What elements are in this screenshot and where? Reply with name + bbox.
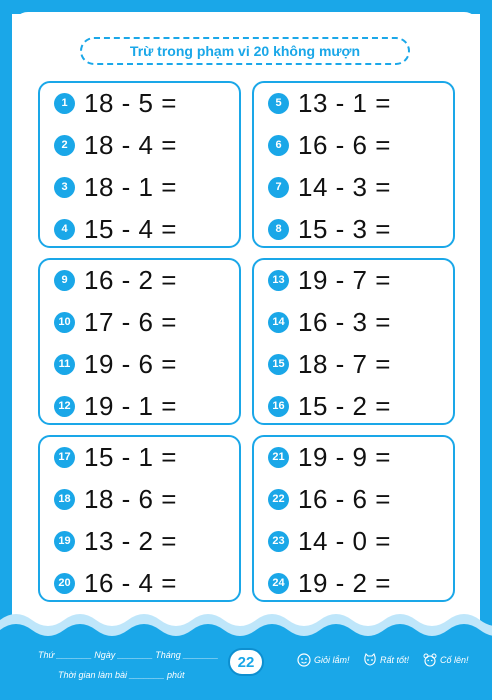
exercise-number: 14: [268, 312, 289, 333]
exercise-number: 16: [268, 396, 289, 417]
exercise-expression: 13 - 2 =: [84, 525, 177, 556]
exercise-number: 20: [54, 573, 75, 594]
rating-label: Giỏi lắm!: [314, 655, 350, 665]
exercise-number: 5: [268, 93, 289, 114]
exercise-number: 8: [268, 219, 289, 240]
exercise-number: 6: [268, 135, 289, 156]
exercise-item: [54, 302, 177, 342]
exercise-expression: 16 - 3 =: [298, 306, 391, 337]
exercise-number: 24: [268, 573, 289, 594]
exercise-expression: 16 - 6 =: [298, 129, 391, 160]
worksheet-title: Trừ trong phạm vi 20 không mượn: [80, 37, 410, 65]
left-border: [0, 0, 12, 640]
exercise-item: [54, 83, 177, 123]
bear-face-icon: [422, 652, 438, 668]
date-line: Thứ _______ Ngày _______ Tháng _______: [38, 650, 219, 660]
exercise-item: [268, 521, 391, 561]
exercise-expression: 15 - 3 =: [298, 213, 391, 244]
exercise-number: 9: [54, 270, 75, 291]
exercise-item: [268, 479, 391, 519]
exercise-item: [54, 344, 177, 384]
exercise-number: 19: [54, 531, 75, 552]
exercise-expression: 19 - 6 =: [84, 348, 177, 379]
exercise-expression: 14 - 0 =: [298, 525, 391, 556]
exercise-expression: 18 - 4 =: [84, 129, 177, 160]
exercise-item: [54, 125, 177, 165]
exercise-item: [268, 260, 391, 300]
exercise-expression: 18 - 6 =: [84, 483, 177, 514]
exercise-item: [54, 521, 177, 561]
exercise-number: 10: [54, 312, 75, 333]
exercise-number: 21: [268, 447, 289, 468]
exercise-item: [54, 563, 177, 603]
exercise-expression: 19 - 1 =: [84, 390, 177, 421]
exercise-number: 11: [54, 354, 75, 375]
exercise-expression: 19 - 7 =: [298, 264, 391, 295]
right-border: [480, 0, 492, 640]
rating-great: [296, 652, 350, 668]
exercise-box-5: [38, 435, 241, 602]
exercise-expression: 19 - 2 =: [298, 567, 391, 598]
exercise-item: [268, 437, 391, 477]
exercise-item: [54, 479, 177, 519]
exercise-expression: 18 - 7 =: [298, 348, 391, 379]
rating-try-harder: [422, 652, 469, 668]
exercise-box-6: [252, 435, 455, 602]
exercise-number: 13: [268, 270, 289, 291]
exercise-expression: 15 - 2 =: [298, 390, 391, 421]
exercise-expression: 16 - 4 =: [84, 567, 177, 598]
page-number: 22: [228, 648, 264, 676]
rating-very-good: [362, 652, 409, 668]
smiley-icon: [296, 652, 312, 668]
exercise-expression: 18 - 5 =: [84, 87, 177, 118]
exercise-item: [54, 437, 177, 477]
exercise-number: 17: [54, 447, 75, 468]
exercise-item: [54, 260, 177, 300]
exercise-number: 1: [54, 93, 75, 114]
exercise-item: [268, 563, 391, 603]
exercise-expression: 19 - 9 =: [298, 441, 391, 472]
exercise-expression: 13 - 1 =: [298, 87, 391, 118]
exercise-item: [268, 125, 391, 165]
exercise-expression: 16 - 2 =: [84, 264, 177, 295]
time-line: Thời gian làm bài _______ phút: [58, 670, 185, 680]
exercise-item: [268, 344, 391, 384]
exercise-number: 23: [268, 531, 289, 552]
exercise-number: 7: [268, 177, 289, 198]
exercise-box-1: [38, 81, 241, 248]
exercise-box-2: [252, 81, 455, 248]
exercise-expression: 18 - 1 =: [84, 171, 177, 202]
exercise-expression: 14 - 3 =: [298, 171, 391, 202]
exercise-number: 2: [54, 135, 75, 156]
exercise-box-4: [252, 258, 455, 425]
exercise-number: 12: [54, 396, 75, 417]
exercise-item: [268, 209, 391, 249]
exercise-expression: 15 - 4 =: [84, 213, 177, 244]
exercise-number: 4: [54, 219, 75, 240]
exercise-box-3: [38, 258, 241, 425]
exercise-item: [268, 83, 391, 123]
exercise-number: 3: [54, 177, 75, 198]
exercise-expression: 17 - 6 =: [84, 306, 177, 337]
exercise-number: 15: [268, 354, 289, 375]
exercise-expression: 15 - 1 =: [84, 441, 177, 472]
exercise-item: [268, 167, 391, 207]
exercise-number: 18: [54, 489, 75, 510]
rating-label: Cố lên!: [440, 655, 469, 665]
exercise-item: [54, 209, 177, 249]
exercise-item: [268, 386, 391, 426]
exercise-number: 22: [268, 489, 289, 510]
exercise-expression: 16 - 6 =: [298, 483, 391, 514]
exercise-item: [54, 386, 177, 426]
rating-label: Rất tốt!: [380, 655, 410, 665]
exercise-item: [54, 167, 177, 207]
exercise-item: [268, 302, 391, 342]
cat-face-icon: [362, 652, 378, 668]
